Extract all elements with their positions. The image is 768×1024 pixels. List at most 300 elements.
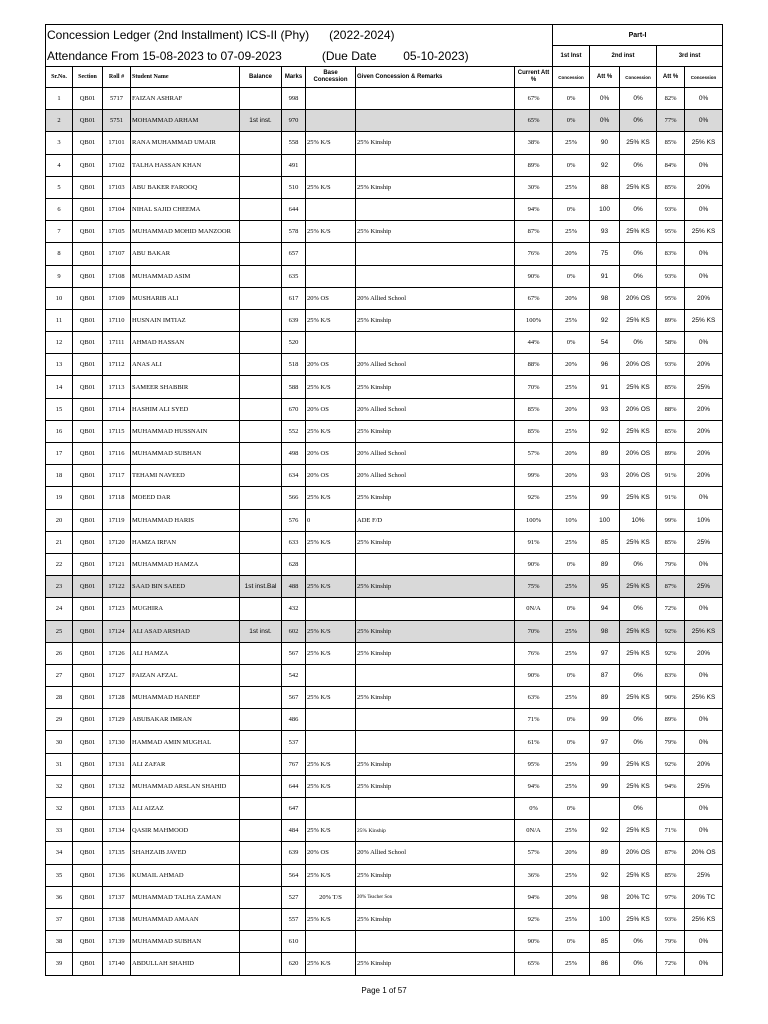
row-balance [240, 820, 282, 842]
row-conc1: 25% [553, 864, 590, 886]
row-balance [240, 487, 282, 509]
row-srno: 3 [46, 132, 73, 154]
row-section: QB01 [73, 753, 103, 775]
row-srno: 23 [46, 576, 73, 598]
row-att3: 92% [657, 753, 685, 775]
table-row [46, 376, 723, 398]
row-given-concession: 20% Allied School [356, 354, 515, 376]
row-conc3: 20% [685, 753, 723, 775]
row-marks: 970 [282, 110, 306, 132]
row-att3: 82% [657, 88, 685, 110]
row-att3: 90% [657, 687, 685, 709]
row-section: QB01 [73, 731, 103, 753]
col-conc3: Concession [685, 67, 723, 88]
row-section: QB01 [73, 309, 103, 331]
col-att2: Att % [590, 67, 620, 88]
row-section: QB01 [73, 664, 103, 686]
row-balance [240, 221, 282, 243]
row-marks: 567 [282, 687, 306, 709]
row-conc2: 0% [620, 88, 657, 110]
row-marks: 557 [282, 908, 306, 930]
row-base-concession: 25% K/S [306, 420, 356, 442]
row-att2: 100 [590, 509, 620, 531]
row-given-concession: 20% Allied School [356, 398, 515, 420]
row-current-att: 92% [515, 908, 553, 930]
row-balance [240, 709, 282, 731]
row-given-concession: 25% Kinship [356, 531, 515, 553]
attendance-row [46, 46, 723, 67]
row-att3: 84% [657, 154, 685, 176]
row-conc1: 25% [553, 820, 590, 842]
row-conc3: 25% [685, 376, 723, 398]
col-balance: Balance [240, 67, 282, 88]
row-balance [240, 731, 282, 753]
row-att3: 91% [657, 487, 685, 509]
row-given-concession [356, 709, 515, 731]
row-conc2: 20% OS [620, 354, 657, 376]
row-conc2: 25% KS [620, 820, 657, 842]
row-student-name: ANAS ALI [131, 354, 240, 376]
row-roll: 17108 [103, 265, 131, 287]
row-balance [240, 842, 282, 864]
row-srno: 28 [46, 687, 73, 709]
row-section: QB01 [73, 110, 103, 132]
row-base-concession [306, 731, 356, 753]
row-att3: 87% [657, 842, 685, 864]
row-marks: 498 [282, 443, 306, 465]
row-srno: 11 [46, 309, 73, 331]
row-marks: 633 [282, 531, 306, 553]
row-roll: 17120 [103, 531, 131, 553]
row-roll: 17134 [103, 820, 131, 842]
row-given-concession [356, 88, 515, 110]
row-given-concession: 25% Kinship [356, 420, 515, 442]
row-marks: 542 [282, 664, 306, 686]
row-att2: 88 [590, 176, 620, 198]
row-conc1: 20% [553, 287, 590, 309]
row-att2: 90 [590, 132, 620, 154]
row-conc2: 0% [620, 953, 657, 975]
row-att2: 87 [590, 664, 620, 686]
row-att3: 79% [657, 731, 685, 753]
row-att3: 85% [657, 420, 685, 442]
row-section: QB01 [73, 886, 103, 908]
row-att2: 99 [590, 709, 620, 731]
page-footer: Page 1 of 57 [361, 986, 407, 995]
row-conc3: 0% [685, 553, 723, 575]
row-balance [240, 287, 282, 309]
row-conc2: 25% KS [620, 221, 657, 243]
row-base-concession [306, 931, 356, 953]
row-att2: 93 [590, 465, 620, 487]
row-att3: 89% [657, 709, 685, 731]
row-conc1: 25% [553, 620, 590, 642]
row-balance [240, 265, 282, 287]
row-att3: 93% [657, 908, 685, 930]
row-conc2: 25% KS [620, 376, 657, 398]
table-row [46, 531, 723, 553]
row-section: QB01 [73, 598, 103, 620]
row-conc3: 20% [685, 642, 723, 664]
row-current-att: 36% [515, 864, 553, 886]
row-balance [240, 88, 282, 110]
row-conc1: 0% [553, 931, 590, 953]
row-conc3: 20% [685, 398, 723, 420]
col-given: Given Concession & Remarks [356, 67, 515, 88]
row-conc3: 20% TC [685, 886, 723, 908]
row-att3: 93% [657, 198, 685, 220]
row-srno: 14 [46, 376, 73, 398]
table-row [46, 620, 723, 642]
row-section: QB01 [73, 775, 103, 797]
row-conc1: 25% [553, 753, 590, 775]
row-conc2: 20% OS [620, 287, 657, 309]
row-section: QB01 [73, 820, 103, 842]
row-balance [240, 443, 282, 465]
row-att2: 89 [590, 443, 620, 465]
row-att3 [657, 798, 685, 820]
row-srno: 17 [46, 443, 73, 465]
row-current-att: 95% [515, 753, 553, 775]
row-srno: 31 [46, 753, 73, 775]
row-srno: 13 [46, 354, 73, 376]
row-roll: 17131 [103, 753, 131, 775]
table-row [46, 398, 723, 420]
row-section: QB01 [73, 931, 103, 953]
row-student-name: MUHAMMAD SUBHAN [131, 931, 240, 953]
row-conc3: 25% [685, 531, 723, 553]
row-marks: 432 [282, 598, 306, 620]
row-section: QB01 [73, 553, 103, 575]
row-student-name: FAIZAN AFZAL [131, 664, 240, 686]
row-roll: 17137 [103, 886, 131, 908]
table-row [46, 598, 723, 620]
row-given-concession [356, 332, 515, 354]
table-row [46, 931, 723, 953]
row-conc3: 0% [685, 820, 723, 842]
row-srno: 1 [46, 88, 73, 110]
row-balance [240, 465, 282, 487]
col-name: Student Name [131, 67, 240, 88]
row-conc1: 20% [553, 354, 590, 376]
row-roll: 17112 [103, 354, 131, 376]
row-student-name: HUSNAIN IMTIAZ [131, 309, 240, 331]
row-given-concession: 20% Allied School [356, 287, 515, 309]
row-conc2: 20% OS [620, 842, 657, 864]
row-conc3: 0% [685, 88, 723, 110]
row-marks: 602 [282, 620, 306, 642]
row-att3: 72% [657, 598, 685, 620]
row-balance [240, 154, 282, 176]
table-row [46, 287, 723, 309]
row-student-name: TALHA HASSAN KHAN [131, 154, 240, 176]
row-conc1: 0% [553, 154, 590, 176]
row-section: QB01 [73, 243, 103, 265]
row-student-name: SHAHZAIB JAVED [131, 842, 240, 864]
due-date-label: (Due Date [321, 48, 377, 63]
col-base: Base Concession [306, 67, 356, 88]
row-roll: 17109 [103, 287, 131, 309]
row-section: QB01 [73, 443, 103, 465]
row-current-att: 94% [515, 198, 553, 220]
row-conc1: 0% [553, 553, 590, 575]
row-conc2: 0% [620, 154, 657, 176]
table-row [46, 553, 723, 575]
row-conc2: 0% [620, 553, 657, 575]
row-srno: 4 [46, 154, 73, 176]
row-marks: 635 [282, 265, 306, 287]
row-section: QB01 [73, 88, 103, 110]
row-given-concession: 25% Kinship [356, 908, 515, 930]
row-att2: 96 [590, 354, 620, 376]
row-base-concession: 25% K/S [306, 775, 356, 797]
row-current-att: 85% [515, 420, 553, 442]
row-marks: 518 [282, 354, 306, 376]
row-marks: 567 [282, 642, 306, 664]
row-conc2: 20% OS [620, 398, 657, 420]
row-conc3: 0% [685, 953, 723, 975]
row-section: QB01 [73, 687, 103, 709]
row-student-name: KUMAIL AHMAD [131, 864, 240, 886]
row-srno: 7 [46, 221, 73, 243]
row-balance [240, 864, 282, 886]
row-att2: 92 [590, 309, 620, 331]
row-base-concession: 25% K/S [306, 176, 356, 198]
col-marks: Marks [282, 67, 306, 88]
row-given-concession: 20% Teacher Son [356, 886, 515, 908]
row-att3: 85% [657, 176, 685, 198]
row-att2: 89 [590, 842, 620, 864]
row-marks: 767 [282, 753, 306, 775]
row-conc1: 0% [553, 332, 590, 354]
row-roll: 17132 [103, 775, 131, 797]
row-base-concession: 25% K/S [306, 132, 356, 154]
col-current: Current Att % [515, 67, 553, 88]
row-srno: 29 [46, 709, 73, 731]
row-srno: 32 [46, 775, 73, 797]
row-att3: 83% [657, 664, 685, 686]
row-balance [240, 531, 282, 553]
row-base-concession: 25% K/S [306, 953, 356, 975]
row-conc1: 20% [553, 842, 590, 864]
row-student-name: MOHAMMAD ARHAM [131, 110, 240, 132]
row-att3: 92% [657, 642, 685, 664]
row-conc1: 20% [553, 398, 590, 420]
row-current-att: 0N/A [515, 598, 553, 620]
row-student-name: ALI HAMZA [131, 642, 240, 664]
row-conc1: 0% [553, 798, 590, 820]
row-given-concession: 25% Kinship [356, 687, 515, 709]
row-conc3: 0% [685, 487, 723, 509]
row-current-att: 75% [515, 576, 553, 598]
row-balance: 1st inst. [240, 620, 282, 642]
row-roll: 5717 [103, 88, 131, 110]
row-given-concession: 25% Kinship [356, 576, 515, 598]
row-att3: 85% [657, 531, 685, 553]
row-conc2: 25% KS [620, 642, 657, 664]
row-student-name: SAMEER SHABBIR [131, 376, 240, 398]
row-conc2: 25% KS [620, 864, 657, 886]
table-row [46, 820, 723, 842]
row-conc3: 0% [685, 664, 723, 686]
row-current-att: 100% [515, 309, 553, 331]
row-att2: 97 [590, 731, 620, 753]
row-base-concession: 25% K/S [306, 642, 356, 664]
row-current-att: 76% [515, 642, 553, 664]
row-student-name: MUHAMMAD HAMZA [131, 553, 240, 575]
row-student-name: MUHAMMAD MOHID MANZOOR [131, 221, 240, 243]
table-row [46, 309, 723, 331]
row-conc2: 25% KS [620, 487, 657, 509]
row-marks: 588 [282, 376, 306, 398]
row-conc3: 25% KS [685, 309, 723, 331]
row-att3: 93% [657, 265, 685, 287]
row-current-att: 65% [515, 953, 553, 975]
row-conc2: 25% KS [620, 753, 657, 775]
row-balance [240, 309, 282, 331]
col-srno: Sr.No. [46, 67, 73, 88]
table-row [46, 443, 723, 465]
row-conc1: 20% [553, 243, 590, 265]
row-srno: 39 [46, 953, 73, 975]
row-balance [240, 132, 282, 154]
row-conc3: 0% [685, 110, 723, 132]
row-balance [240, 953, 282, 975]
row-marks: 670 [282, 398, 306, 420]
row-section: QB01 [73, 842, 103, 864]
row-conc3: 0% [685, 243, 723, 265]
row-roll: 17103 [103, 176, 131, 198]
row-student-name: HASHIM ALI SYED [131, 398, 240, 420]
row-roll: 17127 [103, 664, 131, 686]
table-row [46, 642, 723, 664]
row-base-concession: 20% OS [306, 443, 356, 465]
row-att2: 99 [590, 753, 620, 775]
row-roll: 17117 [103, 465, 131, 487]
row-roll: 17105 [103, 221, 131, 243]
row-conc3: 20% [685, 287, 723, 309]
row-balance [240, 798, 282, 820]
row-roll: 17107 [103, 243, 131, 265]
row-att2: 100 [590, 198, 620, 220]
row-conc1: 0% [553, 731, 590, 753]
row-student-name: MUHAMMAD HARIS [131, 509, 240, 531]
row-student-name: RANA MUHAMMAD UMAIR [131, 132, 240, 154]
table-row [46, 753, 723, 775]
row-section: QB01 [73, 132, 103, 154]
table-row [46, 908, 723, 930]
row-marks: 491 [282, 154, 306, 176]
row-base-concession: 20% OS [306, 465, 356, 487]
row-att2: 85 [590, 531, 620, 553]
row-conc2: 0% [620, 798, 657, 820]
row-conc2: 0% [620, 731, 657, 753]
row-roll: 17114 [103, 398, 131, 420]
inst3-label: 3rd inst [678, 53, 701, 59]
table-row [46, 198, 723, 220]
row-base-concession [306, 198, 356, 220]
row-conc3: 25% KS [685, 687, 723, 709]
row-given-concession [356, 110, 515, 132]
row-marks: 488 [282, 576, 306, 598]
row-current-att: 99% [515, 465, 553, 487]
row-base-concession: 25% K/S [306, 487, 356, 509]
row-att2: 95 [590, 576, 620, 598]
row-marks: 558 [282, 132, 306, 154]
row-student-name: MUHAMMAD AMAAN [131, 908, 240, 930]
ledger-body [46, 88, 723, 976]
row-given-concession: 25% Kinship [356, 775, 515, 797]
row-roll: 17139 [103, 931, 131, 953]
row-given-concession: 25% Kinship [356, 309, 515, 331]
row-student-name: ABUBAKAR IMRAN [131, 709, 240, 731]
row-roll: 17104 [103, 198, 131, 220]
row-conc1: 20% [553, 443, 590, 465]
row-balance [240, 332, 282, 354]
row-base-concession: 25% K/S [306, 531, 356, 553]
row-conc2: 0% [620, 931, 657, 953]
row-conc1: 25% [553, 953, 590, 975]
row-marks: 998 [282, 88, 306, 110]
row-att2: 92 [590, 820, 620, 842]
row-student-name: NIHAL SAJID CHEEMA [131, 198, 240, 220]
row-balance [240, 931, 282, 953]
row-srno: 8 [46, 243, 73, 265]
row-conc3: 0% [685, 731, 723, 753]
row-conc3: 0% [685, 931, 723, 953]
col-roll: Roll # [103, 67, 131, 88]
table-row [46, 88, 723, 110]
table-row [46, 886, 723, 908]
row-roll: 17118 [103, 487, 131, 509]
title-row [46, 25, 723, 46]
table-row [46, 332, 723, 354]
row-conc3: 0% [685, 265, 723, 287]
row-att2: 99 [590, 775, 620, 797]
row-conc1: 25% [553, 376, 590, 398]
row-srno: 19 [46, 487, 73, 509]
row-student-name: MUHAMMAD HUSSNAIN [131, 420, 240, 442]
table-row [46, 842, 723, 864]
row-current-att: 90% [515, 664, 553, 686]
row-conc1: 25% [553, 576, 590, 598]
row-marks: 620 [282, 953, 306, 975]
col-conc2: Concession [620, 67, 657, 88]
row-roll: 17115 [103, 420, 131, 442]
row-section: QB01 [73, 576, 103, 598]
row-conc3: 25% [685, 576, 723, 598]
row-att3: 95% [657, 221, 685, 243]
row-marks: 617 [282, 287, 306, 309]
row-roll: 5751 [103, 110, 131, 132]
row-roll: 17110 [103, 309, 131, 331]
row-att2: 75 [590, 243, 620, 265]
row-roll: 17113 [103, 376, 131, 398]
row-conc2: 25% KS [620, 176, 657, 198]
row-base-concession [306, 709, 356, 731]
row-student-name: MUGHIRA [131, 598, 240, 620]
table-row [46, 864, 723, 886]
ledger-sheet [45, 24, 722, 976]
row-base-concession [306, 553, 356, 575]
row-section: QB01 [73, 354, 103, 376]
row-att2: 99 [590, 487, 620, 509]
row-student-name: ABU BAKAR [131, 243, 240, 265]
row-section: QB01 [73, 376, 103, 398]
table-row [46, 176, 723, 198]
row-att2: 93 [590, 221, 620, 243]
table-row [46, 487, 723, 509]
